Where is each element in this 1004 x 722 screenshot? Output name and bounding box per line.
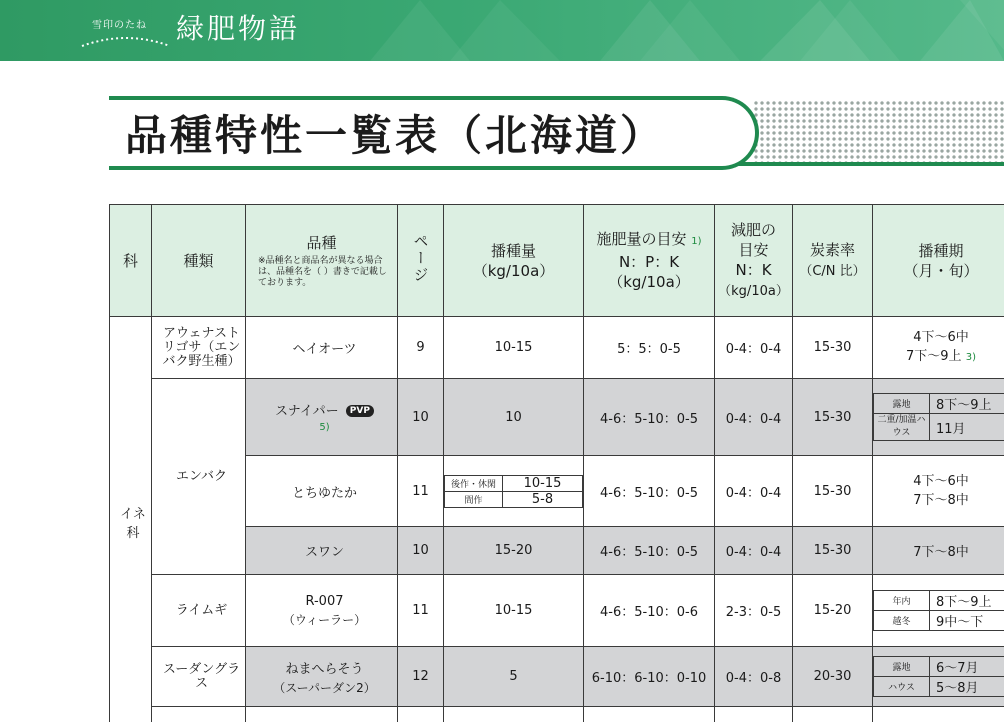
table-row xyxy=(110,647,1004,707)
col-reduction-line1: 減肥の xyxy=(730,220,776,239)
page-cell: 11 xyxy=(398,575,444,647)
col-page-label: ページ xyxy=(411,232,430,284)
col-reduction-line2: 目安 xyxy=(738,240,769,259)
sowing-label: 年内 xyxy=(874,591,930,611)
cn-cell: 15-30 xyxy=(793,379,873,456)
sowing-label: 二重/加温ハウス xyxy=(874,414,930,441)
variety-name: ねまへらそう xyxy=(285,661,364,677)
variety-name: スナイパー xyxy=(275,404,339,419)
seeding-value: 10-15 xyxy=(503,475,583,491)
cn-cell: 15-30 xyxy=(793,527,873,575)
page-cell: 12 xyxy=(398,647,444,707)
fertilizer-cell: 4-6：5-10：0-5 xyxy=(584,527,715,575)
seeding-split xyxy=(444,475,583,508)
table-header-row xyxy=(110,205,1004,317)
col-reduction-nk: N：K xyxy=(735,260,772,279)
col-sowing-unit: （月・旬） xyxy=(903,261,979,280)
brand-title: 緑肥物語 xyxy=(176,12,301,45)
col-fertilizer-unit: （kg/10a） xyxy=(608,273,690,291)
type-cell: アウェナストリゴサ（エンバク野生種） xyxy=(152,317,246,379)
reduction-cell: 0-4：0-4 xyxy=(715,379,793,456)
seeding-cell: 10-15 xyxy=(444,575,584,647)
fertilizer-cell: 4-6：5-10：0-6 xyxy=(584,575,715,647)
col-seeding-rate xyxy=(444,205,584,317)
variety-cell xyxy=(246,575,398,647)
sowing-cell xyxy=(873,456,1004,527)
type-cell: スーダングラス xyxy=(152,647,246,707)
page-cell: 11 xyxy=(398,456,444,527)
brand-small-text: 雪印のたね xyxy=(92,20,147,31)
variety-cell: ヘイオーツ xyxy=(246,317,398,379)
col-seeding-rate-label: 播種量 xyxy=(490,241,536,260)
col-seeding-rate-unit: （kg/10a） xyxy=(472,261,555,280)
reduction-cell: 0-4：0-8 xyxy=(715,647,793,707)
table-row xyxy=(110,379,1004,456)
sowing-value: 8下～9上 xyxy=(930,591,1004,611)
table-row xyxy=(110,317,1004,379)
sowing-note: 3) xyxy=(965,352,976,363)
page-title-block xyxy=(109,96,1004,172)
col-fertilizer-npk: N：P：K xyxy=(618,253,680,271)
reduction-cell: 0-4：0-4 xyxy=(715,456,793,527)
dot-pattern xyxy=(753,100,1004,166)
variety-cell xyxy=(246,379,398,456)
sowing-value: 8下～9上 xyxy=(930,394,1004,414)
header-band xyxy=(0,0,1004,61)
title-underline xyxy=(709,162,1004,166)
variety-note: 5) xyxy=(319,422,330,433)
seeding-cell: 10 xyxy=(444,379,584,456)
page-title: 品種特性一覧表（北海道） xyxy=(125,111,666,160)
col-type: 種類 xyxy=(152,205,246,317)
seeding-cell xyxy=(444,456,584,527)
page-cell: 9 xyxy=(398,317,444,379)
reduction-cell: 0-4：0-4 xyxy=(715,527,793,575)
seeding-cell: 5 xyxy=(444,647,584,707)
cn-cell: 15-30 xyxy=(793,456,873,527)
seeding-label: 間作 xyxy=(445,491,503,507)
brand-logo xyxy=(80,10,172,46)
sowing-value-1: 4下～6中 xyxy=(913,474,969,489)
sowing-value-2: 7下～9上 xyxy=(906,349,962,364)
variety-name: R-007 xyxy=(305,593,344,609)
title-frame xyxy=(109,96,759,170)
sowing-value-1: 4下～6中 xyxy=(913,330,969,345)
table-row xyxy=(110,575,1004,647)
reduction-cell: 0-4：0-4 xyxy=(715,317,793,379)
col-variety-note: ※品種名と商品名が異なる場合は、品種名を（ ）書きで記載しております。 xyxy=(258,255,387,288)
col-variety xyxy=(246,205,398,317)
table-row-partial xyxy=(110,707,1004,722)
fertilizer-cell: 4-6：5-10：0-5 xyxy=(584,456,715,527)
variety-cell: とちゆたか xyxy=(246,456,398,527)
page-cell: 10 xyxy=(398,379,444,456)
sowing-value: 11月 xyxy=(930,414,1004,441)
col-reduction-unit: （kg/10a） xyxy=(718,283,789,299)
col-cn-unit: （C/N 比） xyxy=(799,263,866,279)
col-cn-label: 炭素率 xyxy=(809,240,855,259)
col-fertilizer-label: 施肥量の目安 xyxy=(596,230,687,248)
sowing-label: 露地 xyxy=(874,394,930,414)
sowing-value: 9中～下 xyxy=(930,611,1004,631)
reduction-cell: 2-3：0-5 xyxy=(715,575,793,647)
sowing-label: ハウス xyxy=(874,677,930,697)
variety-sub: （スーパーダン2） xyxy=(273,680,376,695)
col-page xyxy=(398,205,444,317)
cn-cell: 15-20 xyxy=(793,575,873,647)
sowing-value-2: 7下～8中 xyxy=(913,493,969,508)
pvp-badge: PVP xyxy=(346,405,374,417)
variety-sub: （ウィーラー） xyxy=(282,612,367,627)
col-variety-label: 品種 xyxy=(306,233,337,252)
variety-cell xyxy=(246,647,398,707)
seeding-value: 5-8 xyxy=(503,491,583,507)
page-cell: 10 xyxy=(398,527,444,575)
col-fertilizer-note: 1) xyxy=(691,236,702,247)
col-cn-ratio xyxy=(793,205,873,317)
col-fertilizer xyxy=(584,205,715,317)
variety-cell: スワン xyxy=(246,527,398,575)
col-sowing-label: 播種期 xyxy=(918,241,964,260)
fertilizer-cell: 6-10：6-10：0-10 xyxy=(584,647,715,707)
seeding-label: 後作・休閑 xyxy=(445,475,503,491)
sowing-split xyxy=(873,393,1004,441)
cn-cell: 20-30 xyxy=(793,647,873,707)
sowing-cell xyxy=(873,379,1004,456)
sowing-cell xyxy=(873,317,1004,379)
col-reduction xyxy=(715,205,793,317)
sowing-cell xyxy=(873,575,1004,647)
sowing-value: 5～8月 xyxy=(930,677,1004,697)
sowing-label: 露地 xyxy=(874,657,930,677)
seeding-cell: 10-15 xyxy=(444,317,584,379)
sowing-split xyxy=(873,590,1004,631)
cn-cell: 15-30 xyxy=(793,317,873,379)
fertilizer-cell: 5：5：0-5 xyxy=(584,317,715,379)
type-cell: エンバク xyxy=(152,379,246,575)
dotted-arc-icon xyxy=(80,24,172,48)
sowing-split xyxy=(873,656,1004,697)
sowing-cell: 7下～8中 xyxy=(873,527,1004,575)
family-cell: イネ科 xyxy=(110,317,152,722)
type-cell: ライムギ xyxy=(152,575,246,647)
seeding-cell: 15-20 xyxy=(444,527,584,575)
sowing-label: 越冬 xyxy=(874,611,930,631)
sowing-cell xyxy=(873,647,1004,707)
col-family: 科 xyxy=(110,205,152,317)
fertilizer-cell: 4-6：5-10：0-5 xyxy=(584,379,715,456)
sowing-value: 6～7月 xyxy=(930,657,1004,677)
variety-spec-table xyxy=(109,204,1004,722)
col-sowing-period xyxy=(873,205,1004,317)
